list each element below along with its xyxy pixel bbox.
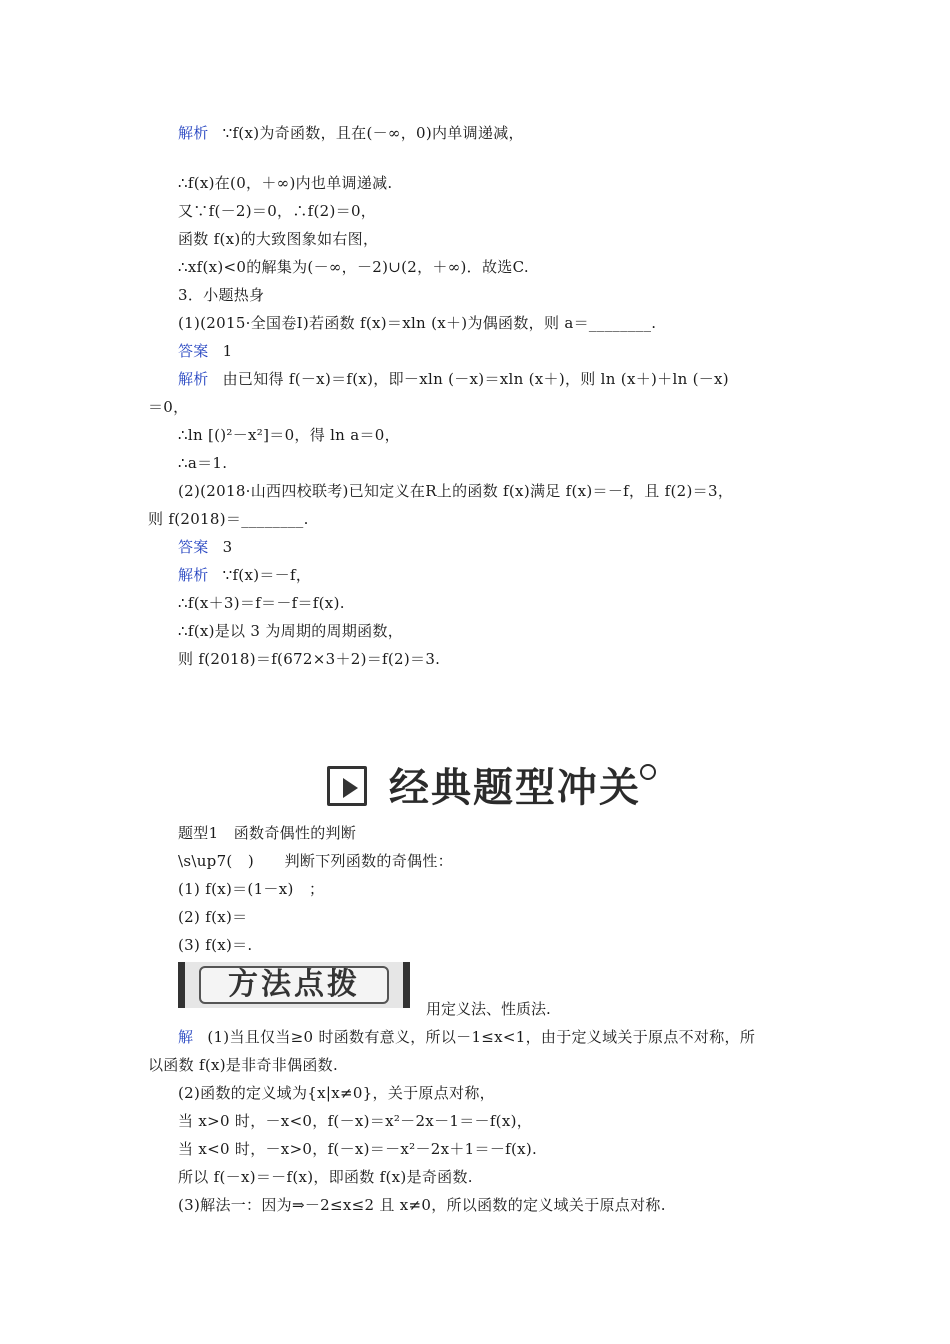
question-line: 则 f(2018)＝________. xyxy=(148,510,309,528)
text-line: (1)当且仅当≥0 时函数有意义，所以－1≤x<1，由于定义域关于原点不对称，所 xyxy=(207,1028,756,1046)
answer-line-2 xyxy=(178,536,232,558)
text-line: ∴f(x＋3)＝f＝－f＝f(x). xyxy=(178,594,345,612)
question-item: (2) f(x)＝ xyxy=(178,908,248,926)
analysis-line-2 xyxy=(178,368,729,390)
answer-tag: 答案 xyxy=(178,342,209,360)
question-line: (2)(2018·山西四校联考)已知定义在R上的函数 f(x)满足 f(x)＝－f，且 f(2)＝3， xyxy=(178,482,734,500)
text-line: ＝0， xyxy=(148,398,189,416)
method-tip-frame xyxy=(199,966,389,1004)
topic-heading: 题型1 函数奇偶性的判断 xyxy=(178,824,357,842)
method-tip-label: 方法点拨 xyxy=(228,967,360,1002)
method-tip-text: 用定义法、性质法. xyxy=(426,1000,551,1018)
question-item: (1) f(x)＝(1－x) ； xyxy=(178,880,325,898)
play-icon xyxy=(327,766,367,806)
text-line: 当 x<0 时，－x>0，f(－x)＝－x²－2x＋1＝－f(x). xyxy=(178,1140,538,1158)
text-line: 以函数 f(x)是非奇非偶函数. xyxy=(148,1056,339,1074)
text-line: 由已知得 f(－x)＝f(x)，即－xln (－x)＝xln (x＋)，则 ln (x＋)＋ln (－x) xyxy=(222,370,729,388)
text-line: ∴xf(x)<0的解集为(－∞，－2)∪(2，＋∞)．故选C. xyxy=(178,258,529,276)
text-line: 所以 f(－x)＝－f(x)，即函数 f(x)是奇函数. xyxy=(178,1168,473,1186)
answer-tag: 答案 xyxy=(178,538,209,556)
answer-line-1 xyxy=(178,340,232,362)
text-line: ∵f(x)为奇函数，且在(－∞，0)内单调递减， xyxy=(222,124,524,142)
text-line: ∴f(x)是以 3 为周期的周期函数， xyxy=(178,622,404,640)
text-line: 当 x>0 时，－x<0，f(－x)＝x²－2x－1＝－f(x)， xyxy=(178,1112,533,1130)
analysis-tag: 解析 xyxy=(178,370,209,388)
analysis-tag: 解析 xyxy=(178,566,209,584)
question-line: (1)(2015·全国卷Ⅰ)若函数 f(x)＝xln (x＋)为偶函数，则 a＝________. xyxy=(178,314,657,332)
text-line: ∴ln [()²－x²]＝0，得 ln a＝0， xyxy=(178,426,400,444)
method-tip-box xyxy=(178,962,410,1008)
answer-value: 1 xyxy=(222,342,233,360)
question-stem: \s\up7( ) 判断下列函数的奇偶性： xyxy=(178,852,453,870)
solution-tag: 解 xyxy=(178,1028,194,1046)
text-line: ∴f(x)在(0，＋∞)内也单调递减. xyxy=(178,174,393,192)
text-line: ∵f(x)＝－f， xyxy=(222,566,312,584)
text-line: 则 f(2018)＝f(672×3＋2)＝f(2)＝3. xyxy=(178,650,441,668)
solution-line xyxy=(178,1026,755,1048)
text-line: ∴a＝1. xyxy=(178,454,228,472)
text-line: 又∵f(－2)＝0，∴f(2)＝0， xyxy=(178,202,377,220)
banner-title: 经典题型冲关 xyxy=(389,765,641,811)
question-item: (3) f(x)＝. xyxy=(178,936,253,954)
text-line: (3)解法一：因为⇒－2≤x≤2 且 x≠0，所以函数的定义域关于原点对称. xyxy=(178,1196,666,1214)
target-icon xyxy=(640,764,656,780)
text-line: (2)函数的定义域为{x|x≠0}，关于原点对称， xyxy=(178,1084,495,1102)
answer-value: 3 xyxy=(222,538,233,556)
analysis-line-3 xyxy=(178,564,311,586)
analysis-tag: 解析 xyxy=(178,124,209,142)
section-heading: 3．小题热身 xyxy=(178,286,265,304)
text-line: 函数 f(x)的大致图象如右图， xyxy=(178,230,379,248)
analysis-line-1 xyxy=(178,122,524,144)
section-banner xyxy=(325,764,665,812)
